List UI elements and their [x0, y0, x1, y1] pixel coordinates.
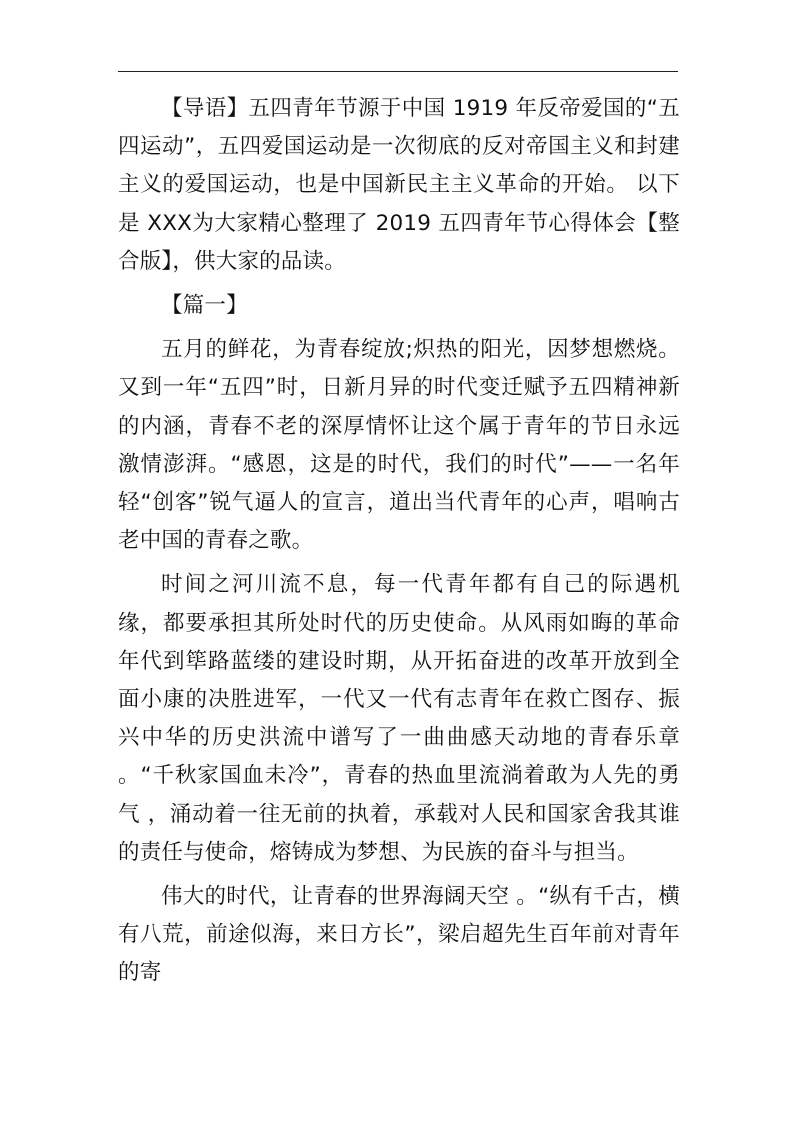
- body-paragraph-1: 五月的鲜花，为青春绽放;炽热的阳光，因梦想燃烧。又到一年“五四”时，日新月异的时代变迁赋予五四精神新的内涵，青春不老的深厚情怀让这个属于青年的节日永远激情澎湃。“感恩，这是的时代，我们的时代”——一名年轻“创客”锐气逼人的宣言，道出当代青年的心声，唱响古老中国的青春之歌。: [118, 337, 680, 554]
- intro-paragraph: 【导语】五四青年节源于中国 1919 年反帝爱国的“五四运动”，五四爱国运动是一次彻底的反对帝国主义和封建主义的爱国运动，也是中国新民主主义革命的开始。 以下是 XXX为大家精心整理了 2019 五四青年节心得体会【整合版】，供大家的品读。: [118, 96, 680, 274]
- body-paragraph-2: 时间之河川流不息，每一代青年都有自己的际遇机缘，都要承担其所处时代的历史使命。从风雨如晦的革命年代到筚路蓝缕的建设时期，从开拓奋进的改革开放到全面小康的决胜进军，一代又一代有志青年在救亡图存、振兴中华的历史洪流中谱写了一曲曲感天动地的青春乐章 。“千秋家国血未冷”，青春的热血里流淌着敢为人先的勇气 ，涌动着一往无前的执着，承载对人民和国家舍我其谁的责任与使命，熔铸成为梦想、为民族的奋斗与担当。: [118, 572, 680, 865]
- header-rule: [118, 71, 678, 72]
- section-heading: 【篇一】: [161, 293, 248, 319]
- body-paragraph-3: 伟大的时代，让青春的世界海阔天空 。“纵有千古，横有八荒，前途似海，来日方长”，梁启超先生百年前对青年的寄: [118, 884, 680, 986]
- document-body: [118, 90, 680, 999]
